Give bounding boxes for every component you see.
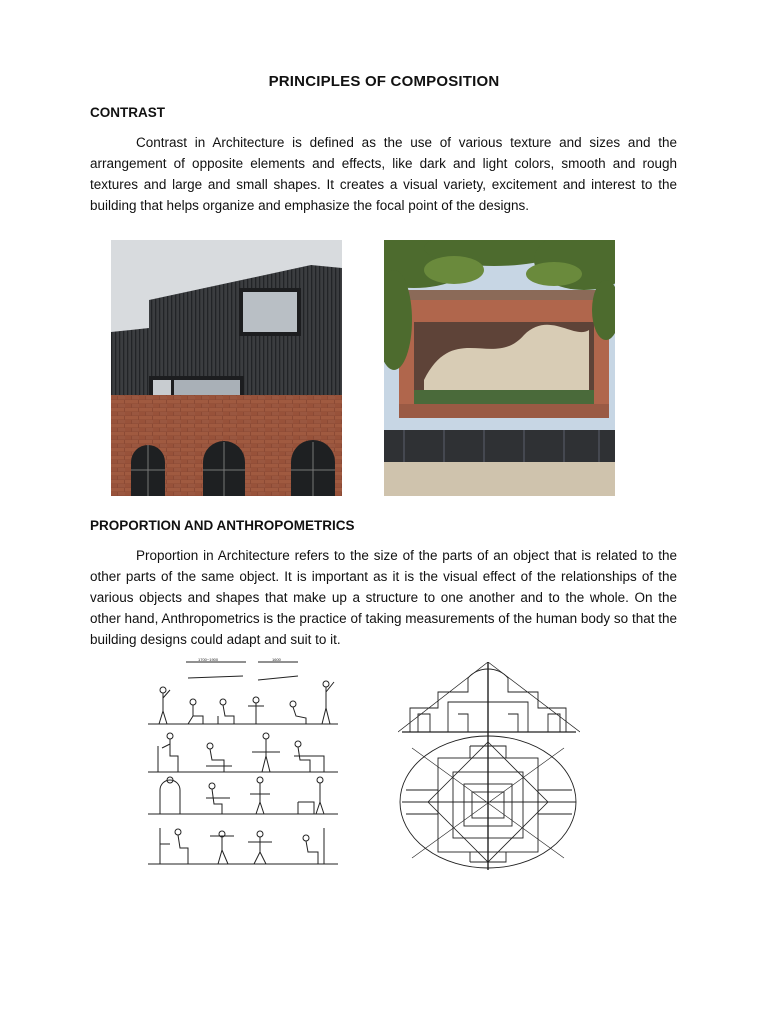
building-wave-facade-photo: [384, 240, 615, 496]
paragraph-proportion: Proportion in Architecture refers to the size of the parts of an object that is related to the other parts of the same object. It is important as it is the visual effect of the relationships of the various objects and shapes that make up a structure to one another and to the whole. On the other hand, Anthropometrics is the practice of taking measurements of the human body so that the building designs could adapt and suit to it.: [90, 548, 677, 647]
section-heading-contrast: CONTRAST: [90, 105, 165, 120]
proportion-plan-drawing: [398, 662, 580, 870]
anthropometric-drawing: [148, 656, 344, 872]
section-heading-proportion: PROPORTION AND ANTHROPOMETRICS: [90, 518, 355, 533]
paragraph-contrast: Contrast in Architecture is defined as the use of various texture and sizes and the arrangement of opposite elements and effects, like dark and light colors, smooth and rough textures and large and small shapes. It creates a visual variety, excitement and interest to the building that helps organize and emphasize the focal point of the designs.: [90, 135, 677, 213]
building-metal-brick-photo: [111, 240, 342, 496]
dim-label-1: 1700~1900: [198, 657, 219, 662]
dim-label-2: 1600: [272, 657, 281, 662]
page-title: PRINCIPLES OF COMPOSITION: [268, 73, 500, 90]
